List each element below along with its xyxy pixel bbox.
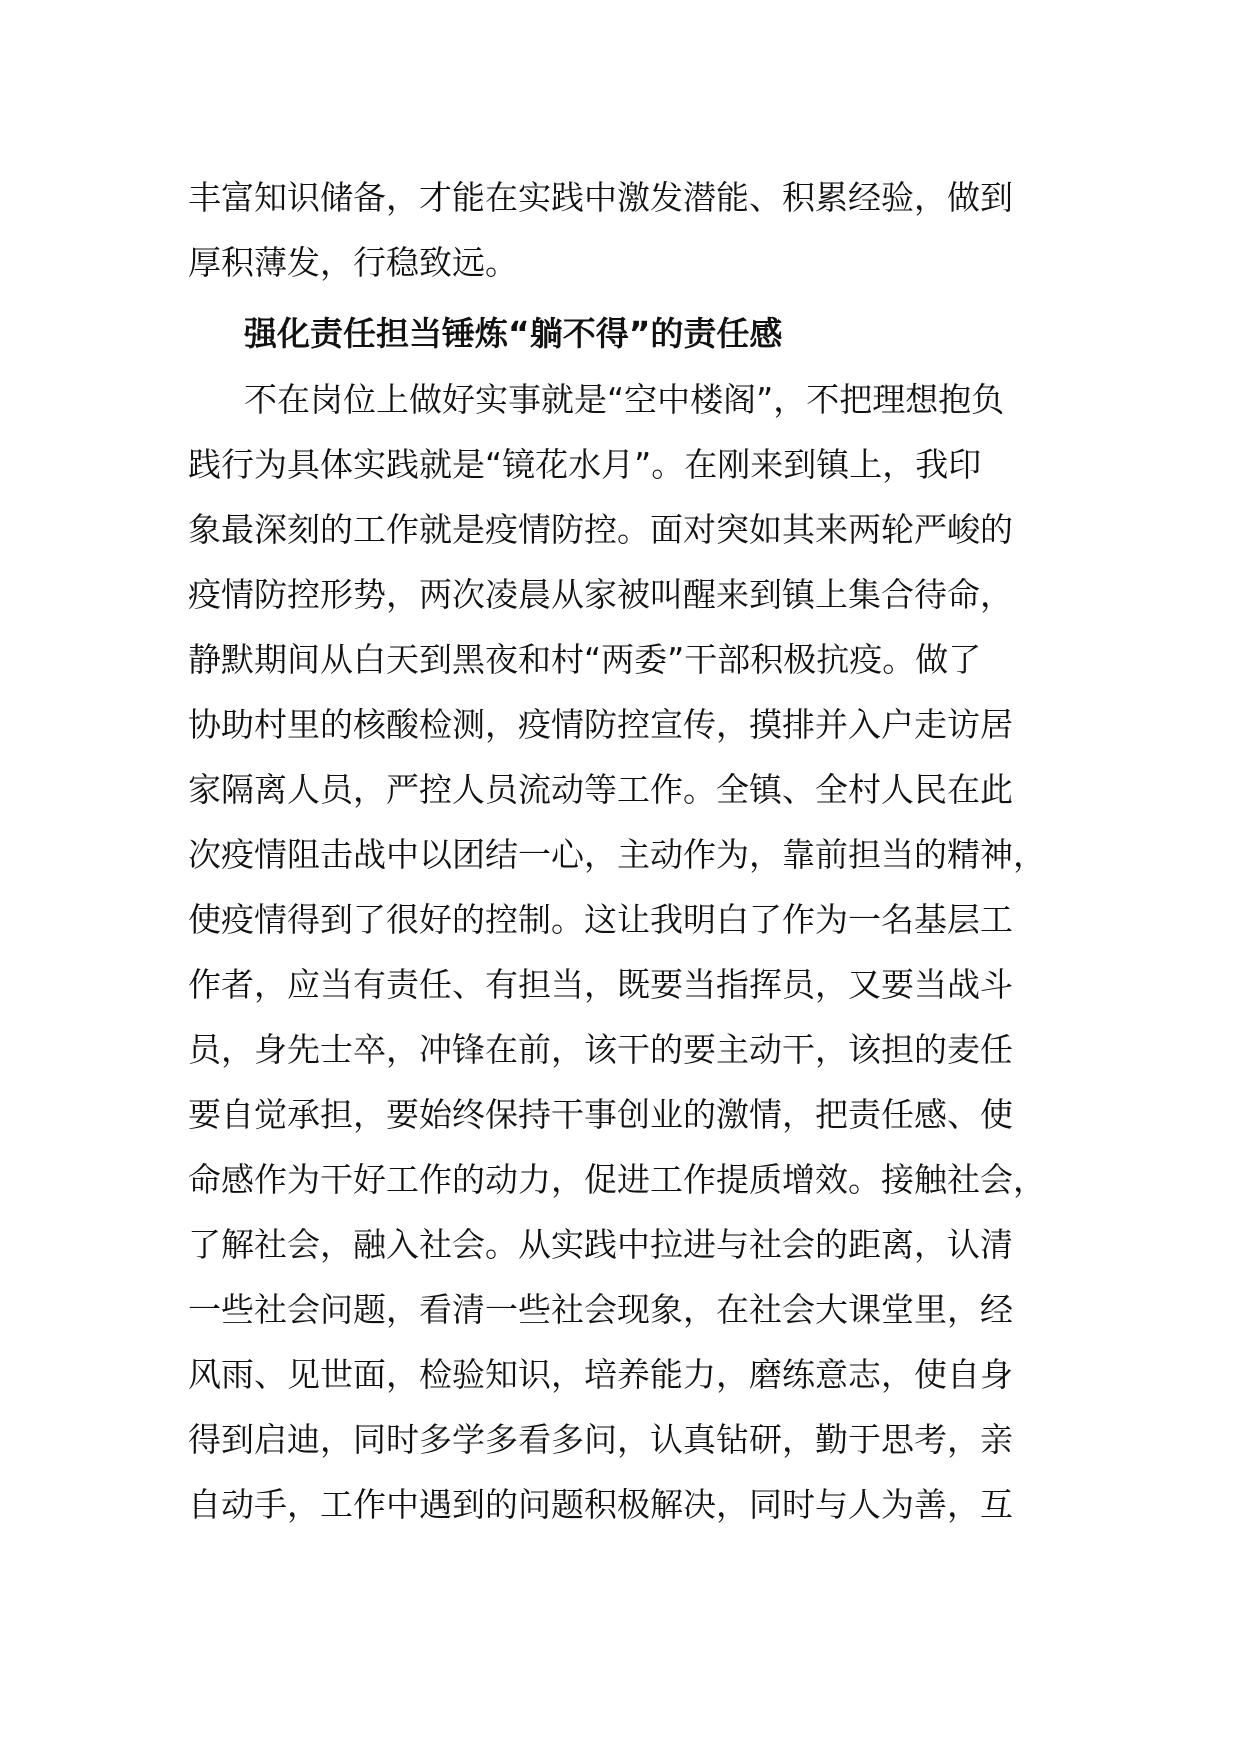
text-line: 象最深刻的工作就是疫情防控。面对突如其来两轮严峻的 [188,510,1013,549]
text-line: 践行为具体实践就是“镜花水月”。在刚来到镇上，我印 [188,445,982,484]
intro-paragraph [188,165,1068,295]
text-line: 使疫情得到了很好的控制。这让我明白了作为一名基层工 [188,900,1013,939]
text-line: 命感作为干好工作的动力，促进工作提质增效。接触社会， [188,1160,1046,1199]
text-line: 疫情防控形势，两次凌晨从家被叫醒来到镇上集合待命， [188,575,1013,614]
section-heading-block [188,301,1068,366]
text-line: 一些社会问题，看清一些社会现象，在社会大课堂里，经 [188,1290,1013,1329]
text-line: 作者，应当有责任、有担当，既要当指挥员，又要当战斗 [188,965,1013,1004]
body-paragraph [188,367,1068,1537]
text-line: 协助村里的核酸检测，疫情防控宣传，摸排并入户走访居 [188,705,1013,744]
section-heading: 强化责任担当锤炼“躺不得”的责任感 [244,314,783,353]
text-line: 要自觉承担，要始终保持干事创业的激情，把责任感、使 [188,1095,1013,1134]
text-line: 员，身先士卒，冲锋在前，该干的要主动干，该担的麦任 [188,1030,1013,1069]
text-line: 丰富知识储备，才能在实践中激发潜能、积累经验，做到 [188,178,1013,217]
text-line: 了解社会，融入社会。从实践中拉进与社会的距离，认清 [188,1225,1013,1264]
text-line: 风雨、见世面，检验知识，培养能力，磨练意志，使自身 [188,1355,1013,1394]
text-line: 厚积薄发，行稳致远。 [188,243,518,282]
text-line: 得到启迪，同时多学多看多问，认真钻研，勤于思考，亲 [188,1420,1013,1459]
text-line: 静默期间从白天到黑夜和村“两委”干部积极抗疫。做了 [188,640,982,679]
text-line: 次疫情阻击战中以团结一心，主动作为，靠前担当的精神， [188,835,1046,874]
text-line: 自动手，工作中遇到的问题积极解决，同时与人为善，互 [188,1485,1013,1524]
text-line: 家隔离人员，严控人员流动等工作。全镇、全村人民在此 [188,770,1013,809]
text-line: 不在岗位上做好实事就是“空中楼阁”，不把理想抱负 [244,380,1005,419]
